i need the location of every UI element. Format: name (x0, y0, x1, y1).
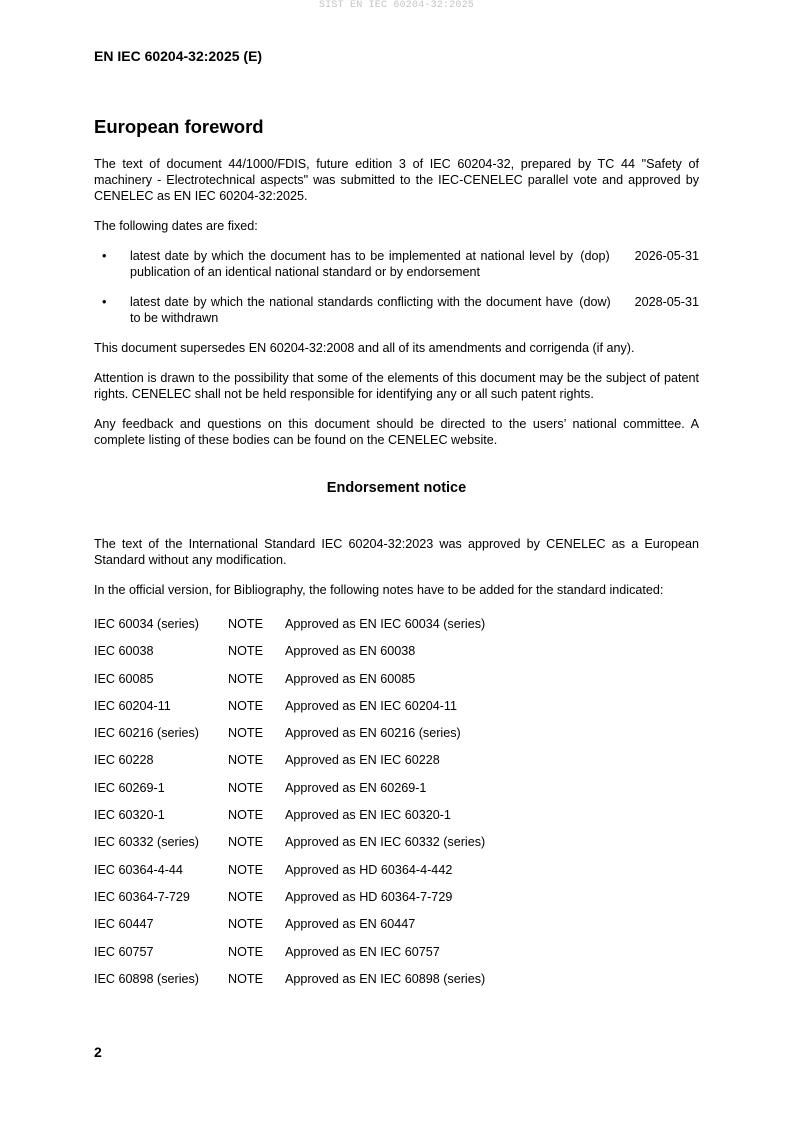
note-row (94, 671, 699, 698)
note-keyword: NOTE (228, 808, 263, 823)
date-value: 2028-05-31 (634, 295, 699, 309)
note-keyword: NOTE (228, 917, 263, 932)
standard-ref: IEC 60447 (94, 917, 154, 932)
date-row-dop (94, 248, 699, 280)
standard-ref: IEC 60204-11 (94, 698, 171, 713)
standard-ref: IEC 60320-1 (94, 808, 165, 823)
approval-text: Approved as HD 60364-4-442 (285, 862, 453, 877)
approval-text: Approved as EN IEC 60898 (series) (285, 971, 486, 986)
date-abbreviation: (dop) (580, 249, 610, 263)
endorsement-title: Endorsement notice (326, 480, 467, 496)
date-description: latest date by which the national standards conflicting with the document have to be withdrawn (130, 295, 573, 325)
approval-text: Approved as EN IEC 60204-11 (285, 698, 457, 713)
note-row (94, 698, 699, 725)
page-number: 2 (94, 1044, 102, 1060)
standard-ref: IEC 60898 (series) (94, 971, 199, 986)
foreword-title: European foreword (94, 116, 264, 137)
dates-intro: The following dates are fixed: (94, 219, 258, 233)
standard-ref: IEC 60085 (94, 671, 154, 686)
note-row (94, 862, 699, 889)
note-row (94, 643, 699, 670)
note-row (94, 725, 699, 752)
standard-ref: IEC 60269-1 (94, 780, 165, 795)
approval-text: Approved as HD 60364-7-729 (285, 889, 453, 904)
note-keyword: NOTE (228, 726, 263, 741)
approval-text: Approved as EN 60447 (285, 917, 416, 932)
note-keyword: NOTE (228, 780, 263, 795)
date-abbreviation: (dow) (579, 295, 611, 309)
standard-ref: IEC 60228 (94, 753, 154, 768)
note-keyword: NOTE (228, 671, 263, 686)
note-keyword: NOTE (228, 889, 263, 904)
feedback-statement: Any feedback and questions on this document should be directed to the users’ national committee. A complete listing of these bodies can be found on the CENELEC website. (94, 417, 699, 447)
approval-text: Approved as EN 60085 (285, 671, 416, 686)
standard-ref: IEC 60364-7-729 (94, 889, 190, 904)
note-row (94, 616, 699, 643)
date-description: latest date by which the document has to be implemented at national level by publication of an identical national standard or by endorsement (130, 249, 573, 279)
standard-ref: IEC 60364-4-44 (94, 862, 183, 877)
patent-attention: Attention is drawn to the possibility that some of the elements of this document may be the subject of patent rights. CENELEC shall not be held responsible for identifying any or all such patent rights. (94, 371, 699, 401)
date-value: 2026-05-31 (634, 249, 699, 263)
supersedes-statement: This document supersedes EN 60204-32:2008 and all of its amendments and corrigenda (if any). (94, 341, 635, 355)
note-keyword: NOTE (228, 644, 263, 659)
note-row (94, 807, 699, 834)
standard-ref: IEC 60757 (94, 944, 154, 959)
approval-text: Approved as EN IEC 60228 (285, 753, 440, 768)
standard-ref: IEC 60034 (series) (94, 617, 199, 631)
watermark: SIST EN IEC 60204-32:2025 (318, 0, 475, 11)
note-row (94, 971, 699, 998)
note-keyword: NOTE (228, 835, 263, 850)
bibliography-intro: In the official version, for Bibliography, the following notes have to be added for the standard indicated: (94, 583, 664, 597)
bullet: • (102, 295, 107, 309)
approval-text: Approved as EN 60269-1 (285, 780, 427, 795)
date-row-dow (94, 294, 699, 326)
bibliography-notes-table (94, 616, 699, 998)
standard-ref: IEC 60216 (series) (94, 726, 199, 741)
endorsement-text: The text of the International Standard IEC 60204-32:2023 was approved by CENELEC as a European Standard without any modification. (94, 537, 699, 567)
note-row (94, 944, 699, 971)
note-keyword: NOTE (228, 698, 263, 713)
approval-text: Approved as EN 60216 (series) (285, 726, 461, 741)
note-keyword: NOTE (228, 862, 263, 877)
page-body (94, 156, 699, 998)
note-row (94, 752, 699, 779)
note-row (94, 834, 699, 861)
standard-ref: IEC 60332 (series) (94, 835, 199, 850)
approval-text: Approved as EN IEC 60034 (series) (285, 617, 486, 631)
note-row (94, 916, 699, 943)
note-keyword: NOTE (228, 971, 263, 986)
note-keyword: NOTE (228, 753, 263, 768)
approval-text: Approved as EN IEC 60332 (series) (285, 835, 486, 850)
note-keyword: NOTE (228, 944, 263, 959)
note-keyword: NOTE (228, 617, 263, 631)
approval-text: Approved as EN IEC 60757 (285, 944, 440, 959)
note-row (94, 780, 699, 807)
approval-text: Approved as EN 60038 (285, 644, 416, 659)
bullet: • (102, 249, 107, 263)
note-row (94, 889, 699, 916)
approval-text: Approved as EN IEC 60320-1 (285, 808, 451, 823)
standard-ref: IEC 60038 (94, 644, 154, 659)
foreword-intro: The text of document 44/1000/FDIS, future edition 3 of IEC 60204-32, prepared by TC 44 "Safety of machinery - Electrotechnical aspects" was submitted to the IEC-CENELEC parallel vote and approved by CENELEC as EN IEC 60204-32:2025. (94, 157, 699, 203)
document-identifier: EN IEC 60204-32:2025 (E) (94, 48, 263, 64)
